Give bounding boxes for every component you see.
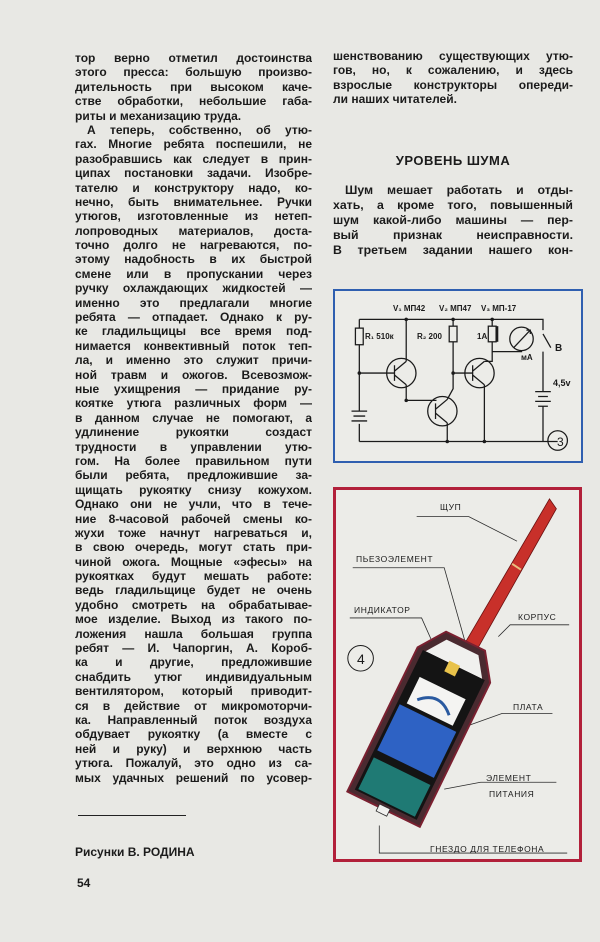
earphone-label: 1А (477, 332, 488, 341)
text-line: мых удачных решений по усовер- (75, 770, 312, 785)
phone-jack-label: ГНЕЗДО ДЛЯ ТЕЛЕФОНА (430, 844, 545, 854)
text-line: в данном случае не помогают, а (75, 410, 312, 425)
board-label: ПЛАТА (513, 702, 544, 712)
text-line: коятке утюга различных форм — (75, 396, 312, 411)
text-line: обдувает рукоятку (а вместе с (75, 727, 312, 742)
power-element-label-line1: ЭЛЕМЕНТ (486, 773, 532, 783)
text-line: были ребята, предложившие за- (75, 468, 312, 483)
text-line: нечно, быть внимательнее. Ручки (75, 194, 312, 209)
text-line: вентилятором, который приводит- (75, 684, 312, 699)
text-line: смене или в пропускании через (75, 266, 312, 281)
text-line: в свою очередь, могут стать при- (75, 540, 312, 555)
meter-label: мА (521, 353, 533, 362)
text-line: хать, а кроме того, повышенный (333, 198, 573, 212)
text-line: ребята — отпадает. Однако к ру- (75, 310, 312, 325)
page-number: 54 (77, 876, 91, 890)
text-line: тателю и конструктору надо, ко- (75, 180, 312, 195)
text-line: ние 8-часовой рабочей смены ко- (75, 511, 312, 526)
text-line: этого пресса: большую произво- (75, 65, 312, 80)
text-line: шум какой-либо машины — пер- (333, 213, 573, 227)
text-line: лопроводных материалов, доста- (75, 223, 312, 238)
text-line: Шум мешает работать и отды- (345, 183, 573, 197)
section-heading: УРОВЕНЬ ШУМА (395, 153, 511, 168)
right-text-continuation (333, 49, 573, 107)
case-label: КОРПУС (518, 612, 557, 622)
left-text-column (75, 51, 312, 785)
text-line: утюга. Пожалуй, это одно из са- (75, 756, 312, 771)
text-line: гом. На более правильном пути (75, 453, 312, 468)
probe-label: ЩУП (440, 502, 462, 512)
text-line: точно долго не нагреваются, по- (75, 238, 312, 253)
piezo-element-label: ПЬЕЗОЭЛЕМЕНТ (356, 554, 434, 564)
transistor-v3-label: V₃ МП-17 (481, 304, 517, 313)
figure-number: 4 (357, 651, 366, 667)
text-line: ся в действие от микромоторчи- (75, 698, 312, 713)
battery-voltage-label: 4,5v (553, 378, 571, 388)
text-line: ке гладильщицы все время под- (75, 324, 312, 339)
text-line: ручку охлаждающих жидкостей — (75, 281, 312, 296)
text-line: мое изделие. Выход из такого по- (75, 612, 312, 627)
text-line: В третьем задании нашего кон- (333, 243, 573, 257)
text-line: удобно смотреть на обрабатывае- (75, 597, 312, 612)
circuit-schematic (335, 291, 581, 461)
noise-meter-drawing (336, 490, 579, 859)
text-line: ла, и именно это служит причи- (75, 353, 312, 368)
text-line: рукоятках будут мешать работе: (75, 569, 312, 584)
text-line: тор верно отметил достоинства (75, 51, 312, 65)
text-line: А теперь, собственно, об утю- (87, 122, 312, 137)
text-line: вый признак неисправности. (333, 228, 573, 242)
text-line: ка. Направленный поток воздуха (75, 712, 312, 727)
text-line: ней и руку) и верхнюю часть (75, 741, 312, 756)
indicator-label: ИНДИКАТОР (354, 605, 411, 615)
text-line: снабдить утюг индивидуальным (75, 669, 312, 684)
text-line: нимается конвективный поток теп- (75, 338, 312, 353)
text-line: гах. Многие ребята поспешили, не (75, 137, 312, 152)
text-line: этому надобность в их быстрой (75, 252, 312, 267)
text-line: ка и другие, предложившие (75, 655, 312, 670)
illustration-credit: Рисунки В. РОДИНА (75, 845, 195, 859)
text-line: шенствованию существующих утю- (333, 49, 573, 63)
text-line: стве обработки, небольшие габа- (75, 94, 312, 109)
text-line: дительность при высоком каче- (75, 79, 312, 94)
text-line: ведь гладильщице будет не очень (75, 583, 312, 598)
text-line: именно это предлагали многие (75, 295, 312, 310)
text-line: взрослые конструкторы опереди- (333, 77, 573, 92)
text-line: риты и механизацию труда. (75, 108, 242, 123)
text-line: ли наших читателей. (333, 92, 457, 107)
figure-number: 3 (557, 435, 564, 449)
text-line: ципах постановки задачи. Изобре- (75, 166, 312, 181)
text-line: гов, но, к сожалению, и здесь (333, 63, 573, 78)
text-line: утюгов, изготовленные из нетеп- (75, 209, 312, 224)
text-line: ребят — И. Чапоргин, А. Короб- (75, 641, 312, 656)
text-line: чиной ожога. Мощные «эфесы» на (75, 554, 312, 569)
text-line: ные ухищрения — придание ру- (75, 381, 312, 396)
switch-label: В (555, 343, 563, 354)
footnote-divider (78, 815, 186, 816)
text-line: щищать рукоятку снизу кожухом. (75, 482, 312, 497)
text-line: Однако они не учли, что в тече- (75, 497, 312, 512)
text-line: жухи тоже начнут нагреваться и, (75, 525, 312, 540)
transistor-v1-label: V₁ МП42 (393, 304, 426, 313)
text-line: удлинение рукоятки создаст (75, 425, 312, 440)
resistor-r2-label: R₂ 200 (417, 332, 442, 341)
text-line: разобравшись как следует в прин- (75, 151, 312, 166)
figure-4-noise-meter-illustration (333, 487, 582, 862)
text-line: трудности в управлении утю- (75, 439, 312, 454)
power-element-label-line2: ПИТАНИЯ (489, 789, 535, 799)
section-lead-paragraph (333, 183, 573, 258)
transistor-v2-label: V₂ МП47 (439, 304, 472, 313)
resistor-r1-label: R₁ 510к (365, 332, 394, 341)
text-line: ложения нашла большая группа (75, 626, 312, 641)
text-line: ной травм и ожогов. Всевозмож- (75, 367, 312, 382)
probe (466, 499, 557, 649)
figure-3-circuit-diagram (333, 289, 583, 463)
